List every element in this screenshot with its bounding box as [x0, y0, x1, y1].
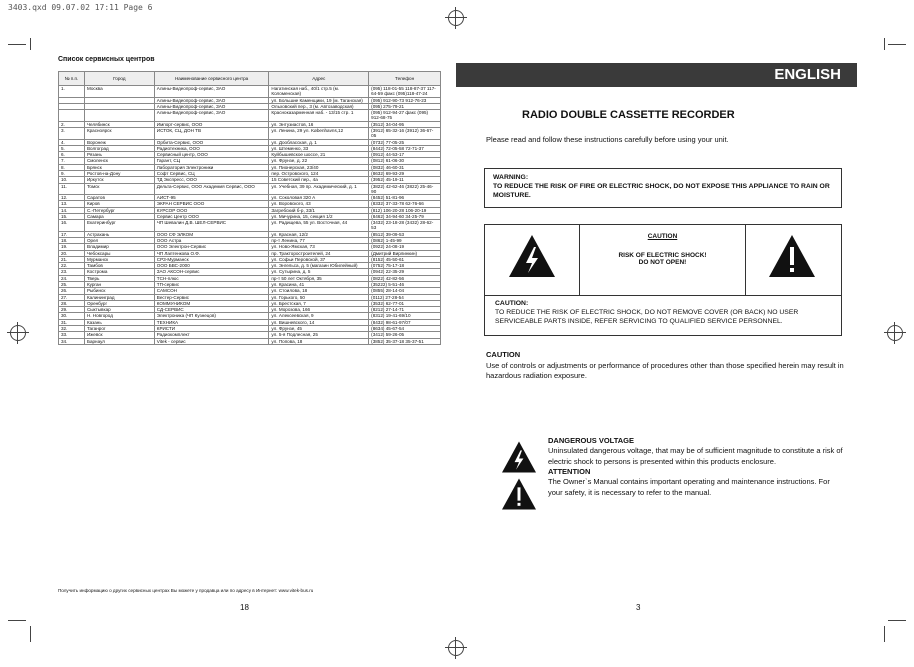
table-cell: 17.	[59, 231, 85, 237]
banner-text: ENGLISH	[774, 66, 841, 83]
column-header: № п.п.	[59, 72, 85, 86]
table-cell: Радиотехника, ООО	[154, 145, 269, 151]
registration-mark-bottom	[448, 640, 464, 656]
file-stamp: 3403.qxd 09.07.02 17:11 Page 6	[8, 3, 153, 12]
dangerous-voltage-section	[548, 436, 846, 467]
table-cell: (095) 912-90-73 912-76-23	[369, 97, 441, 103]
table-cell: пр-т 50 лет Октября, 35	[269, 275, 369, 281]
table-cell: Таганрог	[84, 325, 154, 331]
table-cell: ул. Учебная, 39 пр. Академический, д. 1	[269, 183, 369, 195]
table-cell: (3412) 59-26-05	[369, 332, 441, 338]
table-cell: (0912) 44-53-17	[369, 152, 441, 158]
table-cell	[84, 110, 154, 122]
table-cell: Красноказарменная наб. - 13/15 стр. 1	[269, 110, 369, 122]
table-cell: 16.	[59, 220, 85, 232]
table-cell: 28.	[59, 300, 85, 306]
table-cell: С.-Петербург	[84, 207, 154, 213]
table-cell: Киров	[84, 201, 154, 207]
column-header: Город	[84, 72, 154, 86]
table-cell: 9.	[59, 170, 85, 176]
table-cell: Курган	[84, 282, 154, 288]
table-cell: (095) 275-79-21	[369, 103, 441, 109]
caution-text-body: TO REDUCE THE RISK OF ELECTRIC SHOCK, DO NOT REMOVE COVER (OR BACK) NO USER SERVICEABLE PARTS INSIDE, REFER SERVICING TO QUALIFIED SERVICE PERSONNEL.	[495, 309, 799, 326]
crop-mark	[888, 620, 906, 621]
table-cell: Волгоград	[84, 145, 154, 151]
table-cell: Сервисный центр, ООО	[154, 152, 269, 158]
table-cell: ИСТОК, СЦ, ДОН ТВ	[154, 127, 269, 139]
table-cell: КРИСТИ	[154, 325, 269, 331]
table-cell: ул. Красная, 12/2	[269, 231, 369, 237]
table-cell: ТД Экспресс, ООО	[154, 177, 269, 183]
table-cell: 4.	[59, 139, 85, 145]
table-cell: ул. Попова, 18	[269, 338, 369, 344]
table-cell: Алины-Видеопроф-сервис, ЗАО	[154, 110, 269, 122]
exclamation-triangle-icon	[500, 477, 538, 511]
table-cell: Чебоксары	[84, 250, 154, 256]
crop-mark	[30, 626, 31, 642]
table-cell: ул. Энгельса, д. 5 (магазин Юбилейный)	[269, 263, 369, 269]
table-cell: 34.	[59, 338, 85, 344]
table-cell: ул. Соколовая 320 А	[269, 195, 369, 201]
table-cell: Vitek - сервис	[154, 338, 269, 344]
table-cell: ООО СФ ЭЛКОМ	[154, 231, 269, 237]
table-cell: (0922) 24-08-19	[369, 244, 441, 250]
table-cell: 1.	[59, 86, 85, 98]
table-cell: (8442) 72-05-58 72-71-37	[369, 145, 441, 151]
table-cell: ул. Воровского, 43	[269, 201, 369, 207]
table-row	[59, 127, 441, 139]
table-cell: Гарант, СЦ	[154, 158, 269, 164]
crop-mark	[884, 38, 885, 50]
table-cell: 14.	[59, 207, 85, 213]
table-cell: (0832) 46-60-31	[369, 164, 441, 170]
table-cell: Мурманск	[84, 256, 154, 262]
table-cell: Калининград	[84, 294, 154, 300]
table-cell: ООО Астра	[154, 238, 269, 244]
table-row	[59, 110, 441, 122]
table-row	[59, 183, 441, 195]
lightning-triangle-icon	[507, 233, 557, 279]
table-cell: 23.	[59, 269, 85, 275]
table-cell: Куйбышевское шоссе, 21	[269, 152, 369, 158]
table-cell: СРЗ-Мурманск	[154, 256, 269, 262]
crop-mark	[30, 38, 31, 50]
table-cell: Импорт-сервис, ООО	[154, 121, 269, 127]
table-cell: 11.	[59, 183, 85, 195]
table-cell: 26.	[59, 288, 85, 294]
table-cell: ТП-сервис	[154, 282, 269, 288]
table-cell: (8152) 45-50-61	[369, 256, 441, 262]
table-cell: Орбита-Сервис, ООО	[154, 139, 269, 145]
table-cell: ул. Дообласская, д. 1	[269, 139, 369, 145]
table-cell: (3822) 42-62-46 (3822) 25-46-90	[369, 183, 441, 195]
table-cell: 22.	[59, 263, 85, 269]
page-number-right: 3	[636, 603, 641, 612]
table-cell: Сервис Центр ООО	[154, 213, 269, 219]
danger-heading: DANGEROUS VOLTAGE	[548, 436, 634, 445]
table-cell: (8332) 37-33-78 62-76-66	[369, 201, 441, 207]
table-cell: Электроника (ЧП Кузнецов)	[154, 313, 269, 319]
table-cell: Тверь	[84, 275, 154, 281]
table-cell: 5.	[59, 145, 85, 151]
crop-mark	[884, 626, 885, 642]
table-cell: (0822) 42-82-56	[369, 275, 441, 281]
language-banner	[456, 63, 857, 87]
table-cell: Лаборатория Электроники	[154, 164, 269, 170]
table-cell: СД-СЕРВИС	[154, 307, 269, 313]
table-cell: 31.	[59, 319, 85, 325]
table-cell: 20.	[59, 250, 85, 256]
table-cell: 7.	[59, 158, 85, 164]
table-cell: (8312) 19-41-69/10	[369, 313, 441, 319]
table-cell: (8452) 51-81-96	[369, 195, 441, 201]
table-cell: 2.	[59, 121, 85, 127]
table-cell: Ольховский пер., 3 (м. Автозаводская)	[269, 103, 369, 109]
table-cell: Москва	[84, 86, 154, 98]
table-cell: Томск	[84, 183, 154, 195]
table-cell: Барнаул	[84, 338, 154, 344]
table-cell: ул. Сутырина, д. 5	[269, 269, 369, 275]
table-cell: (8462) 34-94-60 34-25-79	[369, 213, 441, 219]
table-cell: Владимир	[84, 244, 154, 250]
crop-mark	[8, 44, 26, 45]
table-cell: ул. Радищева, 55 ул. Восточная, 44	[269, 220, 369, 232]
table-cell: (812) 106-20-28 106-20-19	[369, 207, 441, 213]
table-cell: Астрахань	[84, 231, 154, 237]
table-cell: Тамбов	[84, 263, 154, 269]
column-header: Телефон	[369, 72, 441, 86]
table-cell: ул. Вишневского, 14	[269, 319, 369, 325]
caution-symbol-row	[485, 225, 841, 296]
table-cell: (0732) 77-05-25	[369, 139, 441, 145]
crop-mark	[888, 44, 906, 45]
table-cell: ООО Электрон-Сервис	[154, 244, 269, 250]
table-cell: АИСТ-95	[154, 195, 269, 201]
table-cell: Воронеж	[84, 139, 154, 145]
table-cell	[59, 110, 85, 122]
table-cell: (3912) 65-32-16 (3912) 36-67-05	[369, 127, 441, 139]
caution-heading: CAUTION	[486, 350, 521, 359]
attention-heading: ATTENTION	[548, 467, 591, 476]
table-cell: 29.	[59, 307, 85, 313]
table-cell: Иркутск	[84, 177, 154, 183]
column-header: Наименование сервисного центра	[154, 72, 269, 86]
table-cell: Н. Новгород	[84, 313, 154, 319]
table-cell: Ижевск	[84, 332, 154, 338]
caution-box	[484, 224, 842, 336]
caution-section	[486, 350, 846, 382]
table-cell: 18.	[59, 238, 85, 244]
table-cell: Вестер-Сервис	[154, 294, 269, 300]
caution-center-panel	[579, 225, 746, 295]
table-cell: 6.	[59, 152, 85, 158]
table-cell: (0752) 75-17-18	[369, 263, 441, 269]
table-cell: ул. Фрунзе, д. 22	[269, 158, 369, 164]
caution-text-label: CAUTION:	[495, 300, 529, 307]
table-cell: ул. Ленина, 29 ул. Københavns,12	[269, 127, 369, 139]
table-cell: пер. Островского, 124	[269, 170, 369, 176]
table-cell: САМСОН	[154, 288, 269, 294]
table-cell: ООО БВС-2000	[154, 263, 269, 269]
risk-line-1: RISK OF ELECTRIC SHOCK!	[618, 252, 707, 259]
page-number-left: 18	[240, 603, 249, 612]
table-cell: (3852) 35-37-18 35-37-51	[369, 338, 441, 344]
table-cell: (3532) 62-77-01	[369, 300, 441, 306]
table-cell: 12.	[59, 195, 85, 201]
table-cell: ул. Красина, 41	[269, 282, 369, 288]
table-cell: 15 Советский пер., 4а	[269, 177, 369, 183]
table-cell: ул. Алексеевская, 9	[269, 313, 369, 319]
warning-label: WARNING:	[493, 174, 529, 181]
table-cell: ул. Ново-Ямская, 73	[269, 244, 369, 250]
table-cell: (095) 912-94-27 факс (095) 912-68-75	[369, 110, 441, 122]
table-cell: ЗАО АКСОН-сервис	[154, 269, 269, 275]
table-cell: ул. Фрунзе, 45	[269, 325, 369, 331]
table-cell: пр. Тракторостроителей, 24	[269, 250, 369, 256]
table-cell: пр-т Ленина, 77	[269, 238, 369, 244]
table-cell: ул. Пионерская, 23/40	[269, 164, 369, 170]
table-cell: КУРСОР ООО	[154, 207, 269, 213]
table-cell: 15.	[59, 213, 85, 219]
table-cell: 3.	[59, 127, 85, 139]
table-cell: Алины-Видеопроф-сервис, ЗАО	[154, 103, 269, 109]
table-cell: ЧП Лаптенкова О.Ф.	[154, 250, 269, 256]
table-cell: 10.	[59, 177, 85, 183]
attention-section	[548, 467, 846, 498]
table-cell: Рыбинск	[84, 288, 154, 294]
table-cell: Красноярск	[84, 127, 154, 139]
table-cell: (095) 118-01-55 118-87-37 117-64-59 факс (095)118-47-24	[369, 86, 441, 98]
table-cell: ТЕХНИКА	[154, 319, 269, 325]
table-cell: (35222) 5-51-46	[369, 282, 441, 288]
table-cell: Оренбург	[84, 300, 154, 306]
table-cell: (0862) 1-45-99	[369, 238, 441, 244]
table-cell: Алины-Видеопроф-сервис, ЗАО	[154, 86, 269, 98]
caution-box-label: CAUTION	[647, 233, 678, 240]
risk-line-2: DO NOT OPEN!	[638, 259, 687, 266]
danger-body: Uninsulated dangerous voltage, that may be of sufficient magnitude to constitute a risk of electric shock to persons is presented within this products enclosure.	[548, 446, 843, 466]
service-footer-note: Получить информацию о других сервисных центрах Вы можете у продавца или по адресу в Интернет: www.vitek-bus.ru	[58, 588, 314, 593]
table-cell: 27.	[59, 294, 85, 300]
table-cell: (0855) 28-14-04	[369, 288, 441, 294]
warning-text: TO REDUCE THE RISK OF FIRE OR ELECTRIC SHOCK, DO NOT EXPOSE THIS APPLIANCE TO RAIN OR MOISTURE.	[493, 183, 830, 200]
table-cell: Екатеринбург	[84, 220, 154, 232]
table-cell: (Дмитрий Вирлинкин)	[369, 250, 441, 256]
table-cell: Ростов-на-Дону	[84, 170, 154, 176]
table-cell: КОММУНИКОМ	[154, 300, 269, 306]
table-cell: ул. Морозова, 166	[269, 307, 369, 313]
table-cell: (8512) 39-09-53	[369, 231, 441, 237]
table-cell: Софт Сервис, СЦ	[154, 170, 269, 176]
table-row	[59, 220, 441, 232]
registration-mark-right	[887, 325, 903, 341]
column-header: Адрес	[269, 72, 369, 86]
service-centers-title: Список сервисных центров	[58, 56, 155, 63]
table-cell: 24.	[59, 275, 85, 281]
exclamation-triangle-icon	[767, 233, 817, 279]
table-cell: Радиокомплект	[154, 332, 269, 338]
table-cell: ул. 5-я Подлесная, 25	[269, 332, 369, 338]
table-cell: 8.	[59, 164, 85, 170]
table-cell: ТСН-плюс	[154, 275, 269, 281]
table-cell: Дельта-Сервис, ООО Академия Сервис, ООО	[154, 183, 269, 195]
table-cell: 33.	[59, 332, 85, 338]
registration-mark-top-left	[448, 10, 464, 26]
table-cell: Кострома	[84, 269, 154, 275]
table-cell: (3432) 23-18-28 (3432) 28-62-53	[369, 220, 441, 232]
table-row	[59, 86, 441, 98]
table-cell: Самара	[84, 213, 154, 219]
table-cell: ЧП Шевалин Д.В. ШЕЛ-СЕРВИС	[154, 220, 269, 232]
registration-mark-left	[10, 325, 26, 341]
service-centers-table	[58, 71, 441, 345]
table-header-row	[59, 72, 441, 86]
table-cell: ул. Штеменко, 33	[269, 145, 369, 151]
table-cell: Брянск	[84, 164, 154, 170]
table-cell: (0812) 61-06-30	[369, 158, 441, 164]
table-cell: 19.	[59, 244, 85, 250]
table-cell: Орел	[84, 238, 154, 244]
table-cell: Нагатинская наб., 40/1 стр.5 (м. Коломенская)	[269, 86, 369, 98]
table-cell: Загребский б-р, 33/1	[269, 207, 369, 213]
table-cell: (3952) 45-19-11	[369, 177, 441, 183]
table-cell: Смоленск	[84, 158, 154, 164]
lightning-triangle-icon	[500, 440, 538, 474]
table-cell: Рязань	[84, 152, 154, 158]
table-cell: ул. Стоилова, 18	[269, 288, 369, 294]
table-cell: ул. Большие Каменщики, 19 (м. Таганская)	[269, 97, 369, 103]
table-cell: ул. Горького, 50	[269, 294, 369, 300]
table-cell: 30.	[59, 313, 85, 319]
table-cell: (8432) 98-61-97/07	[369, 319, 441, 325]
table-cell: Саратов	[84, 195, 154, 201]
attention-body: The Owner`s Manual contains important operating and maintenance instructions. For your safety, it is necessary to refer to the manual.	[548, 477, 830, 497]
table-cell: (8634) 45-67-54	[369, 325, 441, 331]
table-cell: (8632) 69-93-29	[369, 170, 441, 176]
table-cell: 13.	[59, 201, 85, 207]
table-row	[59, 338, 441, 344]
table-cell: ул. Софьи Перовской, 37	[269, 256, 369, 262]
table-cell: Казань	[84, 319, 154, 325]
table-cell: (0112) 27-28-54	[369, 294, 441, 300]
table-cell: Алины-Видеопроф-сервис, ЗАО	[154, 97, 269, 103]
table-cell: 32.	[59, 325, 85, 331]
table-cell: Челябинск	[84, 121, 154, 127]
table-cell: ЭКРАН СЕРВИС ООО	[154, 201, 269, 207]
caution-body: Use of controls or adjustments or performance of procedures other than those specified herein may result in hazardous radiation exposure.	[486, 360, 844, 381]
caution-box-text	[495, 299, 835, 327]
table-cell: 25.	[59, 282, 85, 288]
warning-box	[484, 168, 842, 208]
crop-mark	[8, 620, 26, 621]
table-cell: Сыктывкар	[84, 307, 154, 313]
table-cell: ул. Энтузиастов, 16	[269, 121, 369, 127]
table-cell: ул. Брестская, 7	[269, 300, 369, 306]
table-cell: 21.	[59, 256, 85, 262]
table-cell: (8212) 27-14-71	[369, 307, 441, 313]
table-cell: (3512) 34-04-95	[369, 121, 441, 127]
intro-text: Please read and follow these instructions carefully before using your unit.	[486, 135, 729, 144]
product-title: RADIO DOUBLE CASSETTE RECORDER	[522, 109, 735, 121]
table-cell: (0942) 22-35-29	[369, 269, 441, 275]
table-cell: ул. Мичурина, 15, секция 1/2	[269, 213, 369, 219]
